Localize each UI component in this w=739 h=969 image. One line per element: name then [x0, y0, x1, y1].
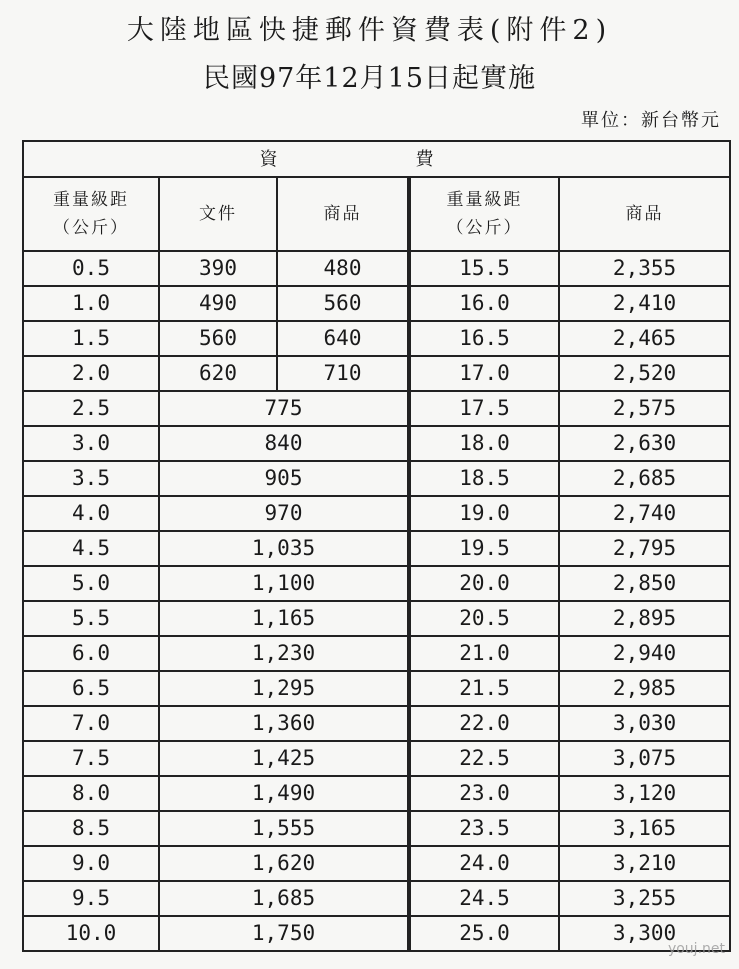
table-row — [23, 706, 730, 741]
weight-cell: 4.5 — [23, 531, 159, 566]
table-row — [23, 391, 730, 426]
table-row — [23, 671, 730, 706]
fee-cell: 1,165 — [159, 601, 409, 636]
weight-header-left: 重量級距 （公斤） — [23, 177, 159, 251]
table-row — [23, 881, 730, 916]
fee-cell: 1,750 — [159, 916, 409, 951]
goods-fee-cell-right: 3,165 — [559, 811, 730, 846]
fee-cell: 1,295 — [159, 671, 409, 706]
weight-cell-right: 22.0 — [409, 706, 559, 741]
goods-fee-cell: 640 — [277, 321, 409, 356]
goods-header-right: 商品 — [559, 177, 730, 251]
page-subtitle: 民國97年12月15日起實施 — [202, 63, 537, 94]
unit-note: 單位：新台幣元 — [581, 110, 721, 131]
fee-cell: 840 — [159, 426, 409, 461]
docs-fee-cell: 620 — [159, 356, 277, 391]
goods-fee-cell-right: 2,630 — [559, 426, 730, 461]
weight-cell: 2.0 — [23, 356, 159, 391]
weight-cell-right: 15.5 — [409, 251, 559, 286]
table-row — [23, 251, 730, 286]
weight-cell-right: 20.5 — [409, 601, 559, 636]
weight-cell: 7.0 — [23, 706, 159, 741]
docs-fee-cell: 560 — [159, 321, 277, 356]
weight-cell: 9.5 — [23, 881, 159, 916]
goods-fee-cell-right: 2,985 — [559, 671, 730, 706]
goods-header: 商品 — [277, 177, 409, 251]
fee-cell: 1,490 — [159, 776, 409, 811]
goods-fee-cell-right: 2,575 — [559, 391, 730, 426]
header-row — [23, 177, 730, 251]
weight-cell: 2.5 — [23, 391, 159, 426]
weight-cell: 1.5 — [23, 321, 159, 356]
fee-cell: 1,685 — [159, 881, 409, 916]
watermark: youj.net — [667, 941, 725, 957]
goods-fee-cell-right: 3,210 — [559, 846, 730, 881]
fee-cell: 1,555 — [159, 811, 409, 846]
weight-cell: 3.5 — [23, 461, 159, 496]
fee-cell: 1,620 — [159, 846, 409, 881]
fee-header: 資 費 — [23, 141, 730, 177]
goods-fee-cell-right: 2,850 — [559, 566, 730, 601]
header-row-top — [23, 141, 730, 177]
table-row — [23, 356, 730, 391]
weight-cell-right: 17.5 — [409, 391, 559, 426]
goods-fee-cell: 560 — [277, 286, 409, 321]
goods-fee-cell-right: 3,030 — [559, 706, 730, 741]
table-row — [23, 531, 730, 566]
weight-cell-right: 24.5 — [409, 881, 559, 916]
table-row — [23, 426, 730, 461]
weight-cell-right: 16.0 — [409, 286, 559, 321]
goods-fee-cell-right: 2,685 — [559, 461, 730, 496]
table-row — [23, 496, 730, 531]
table-row — [23, 461, 730, 496]
docs-fee-cell: 390 — [159, 251, 277, 286]
weight-cell: 9.0 — [23, 846, 159, 881]
weight-cell-right: 23.0 — [409, 776, 559, 811]
weight-cell-right: 25.0 — [409, 916, 559, 951]
table-row — [23, 601, 730, 636]
weight-cell: 3.0 — [23, 426, 159, 461]
docs-header: 文件 — [159, 177, 277, 251]
goods-fee-cell: 480 — [277, 251, 409, 286]
weight-cell-right: 24.0 — [409, 846, 559, 881]
goods-fee-cell-right: 2,940 — [559, 636, 730, 671]
table-row — [23, 566, 730, 601]
goods-fee-cell-right: 3,120 — [559, 776, 730, 811]
weight-cell: 8.5 — [23, 811, 159, 846]
goods-fee-cell-right: 2,355 — [559, 251, 730, 286]
table-row — [23, 776, 730, 811]
weight-cell: 10.0 — [23, 916, 159, 951]
weight-header-right: 重量級距 （公斤） — [409, 177, 559, 251]
weight-cell: 5.5 — [23, 601, 159, 636]
goods-fee-cell-right: 3,075 — [559, 741, 730, 776]
fee-table — [22, 140, 731, 952]
weight-cell-right: 22.5 — [409, 741, 559, 776]
fee-cell: 775 — [159, 391, 409, 426]
fee-cell: 1,425 — [159, 741, 409, 776]
goods-fee-cell-right: 2,795 — [559, 531, 730, 566]
weight-cell: 6.0 — [23, 636, 159, 671]
fee-cell: 905 — [159, 461, 409, 496]
weight-cell: 5.0 — [23, 566, 159, 601]
docs-fee-cell: 490 — [159, 286, 277, 321]
goods-fee-cell-right: 2,895 — [559, 601, 730, 636]
goods-fee-cell-right: 2,410 — [559, 286, 730, 321]
goods-fee-cell-right: 2,465 — [559, 321, 730, 356]
fee-cell: 1,360 — [159, 706, 409, 741]
weight-cell-right: 23.5 — [409, 811, 559, 846]
goods-fee-cell-right: 3,300 — [559, 916, 730, 951]
table-row — [23, 811, 730, 846]
table-row — [23, 916, 730, 951]
table-row — [23, 636, 730, 671]
weight-cell-right: 20.0 — [409, 566, 559, 601]
table-row — [23, 321, 730, 356]
goods-fee-cell: 710 — [277, 356, 409, 391]
weight-cell-right: 18.0 — [409, 426, 559, 461]
weight-cell-right: 19.5 — [409, 531, 559, 566]
weight-cell-right: 21.0 — [409, 636, 559, 671]
fee-cell: 1,035 — [159, 531, 409, 566]
table-row — [23, 846, 730, 881]
fee-cell: 1,230 — [159, 636, 409, 671]
goods-fee-cell-right: 3,255 — [559, 881, 730, 916]
fee-cell: 1,100 — [159, 566, 409, 601]
goods-fee-cell-right: 2,520 — [559, 356, 730, 391]
weight-cell: 0.5 — [23, 251, 159, 286]
table-row — [23, 741, 730, 776]
weight-cell: 1.0 — [23, 286, 159, 321]
weight-cell-right: 19.0 — [409, 496, 559, 531]
weight-cell-right: 17.0 — [409, 356, 559, 391]
fee-cell: 970 — [159, 496, 409, 531]
goods-fee-cell-right: 2,740 — [559, 496, 730, 531]
table-row — [23, 286, 730, 321]
weight-cell-right: 18.5 — [409, 461, 559, 496]
weight-cell: 4.0 — [23, 496, 159, 531]
weight-cell: 8.0 — [23, 776, 159, 811]
weight-cell: 6.5 — [23, 671, 159, 706]
weight-cell: 7.5 — [23, 741, 159, 776]
weight-cell-right: 16.5 — [409, 321, 559, 356]
weight-cell-right: 21.5 — [409, 671, 559, 706]
page-title: 大陸地區快捷郵件資費表(附件2) — [126, 15, 613, 46]
